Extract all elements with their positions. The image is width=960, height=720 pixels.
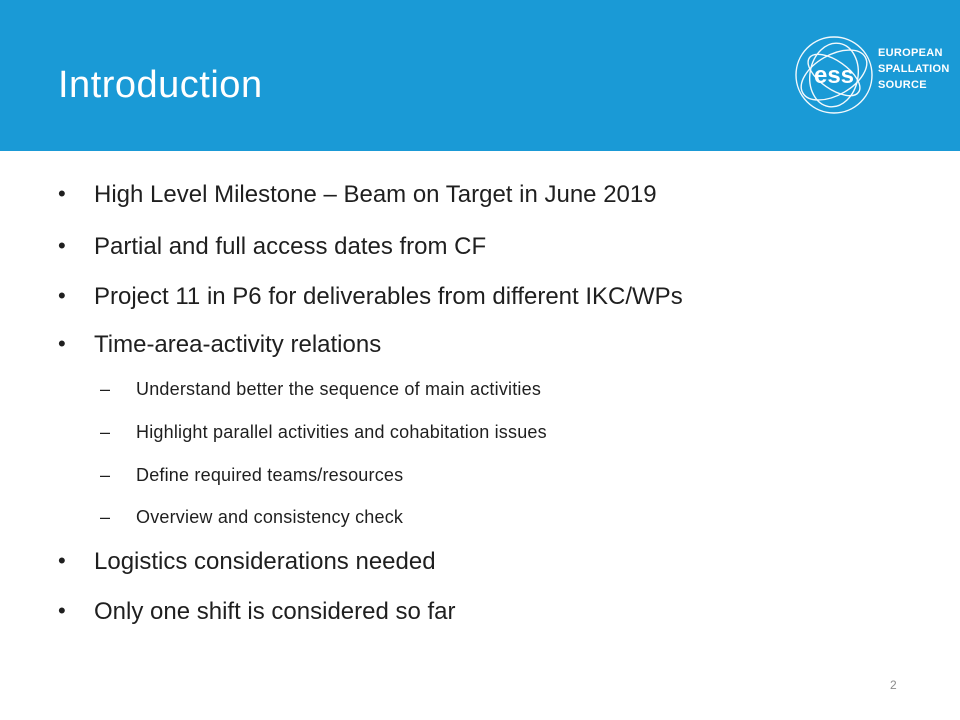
bullet-item: [58, 598, 456, 625]
slide-title: Introduction: [58, 64, 263, 106]
bullet-marker: •: [58, 331, 66, 356]
bullet-text: Logistics considerations needed: [94, 548, 436, 575]
bullet-marker: •: [58, 181, 66, 206]
sub-bullet-marker: –: [100, 507, 111, 527]
sub-bullet-item: [100, 379, 542, 399]
bullet-marker: •: [58, 598, 66, 623]
bullet-marker: •: [58, 548, 66, 573]
bullet-text: High Level Milestone – Beam on Target in June 2019: [94, 181, 657, 208]
bullet-marker: •: [58, 233, 66, 258]
sub-bullet-item: [100, 465, 404, 485]
logo-line-1: EUROPEAN: [878, 47, 943, 59]
bullet-text: Partial and full access dates from CF: [94, 233, 487, 260]
bullet-item: [58, 181, 657, 208]
bullet-item: [58, 233, 487, 260]
sub-bullet-item: [100, 422, 547, 442]
sub-bullet-text: Understand better the sequence of main activities: [136, 379, 542, 399]
sub-bullet-text: Highlight parallel activities and cohabitation issues: [136, 422, 547, 442]
bullet-item: [58, 548, 436, 575]
ess-logo-mark: ess: [813, 62, 855, 89]
bullet-text: Time-area-activity relations: [94, 331, 382, 358]
page-number: 2: [890, 678, 897, 692]
bullet-item: [58, 331, 382, 358]
bullet-marker: •: [58, 283, 66, 308]
logo-line-2: SPALLATION: [878, 63, 950, 75]
sub-bullet-marker: –: [100, 379, 111, 399]
bullet-text: Project 11 in P6 for deliverables from different IKC/WPs: [94, 283, 683, 310]
bullet-text: Only one shift is considered so far: [94, 598, 456, 625]
sub-bullet-marker: –: [100, 422, 111, 442]
sub-bullet-text: Define required teams/resources: [136, 465, 404, 485]
sub-bullet-item: [100, 507, 404, 527]
sub-bullet-text: Overview and consistency check: [136, 507, 404, 527]
sub-bullet-marker: –: [100, 465, 111, 485]
bullet-item: [58, 283, 683, 310]
logo-line-3: SOURCE: [878, 79, 927, 91]
